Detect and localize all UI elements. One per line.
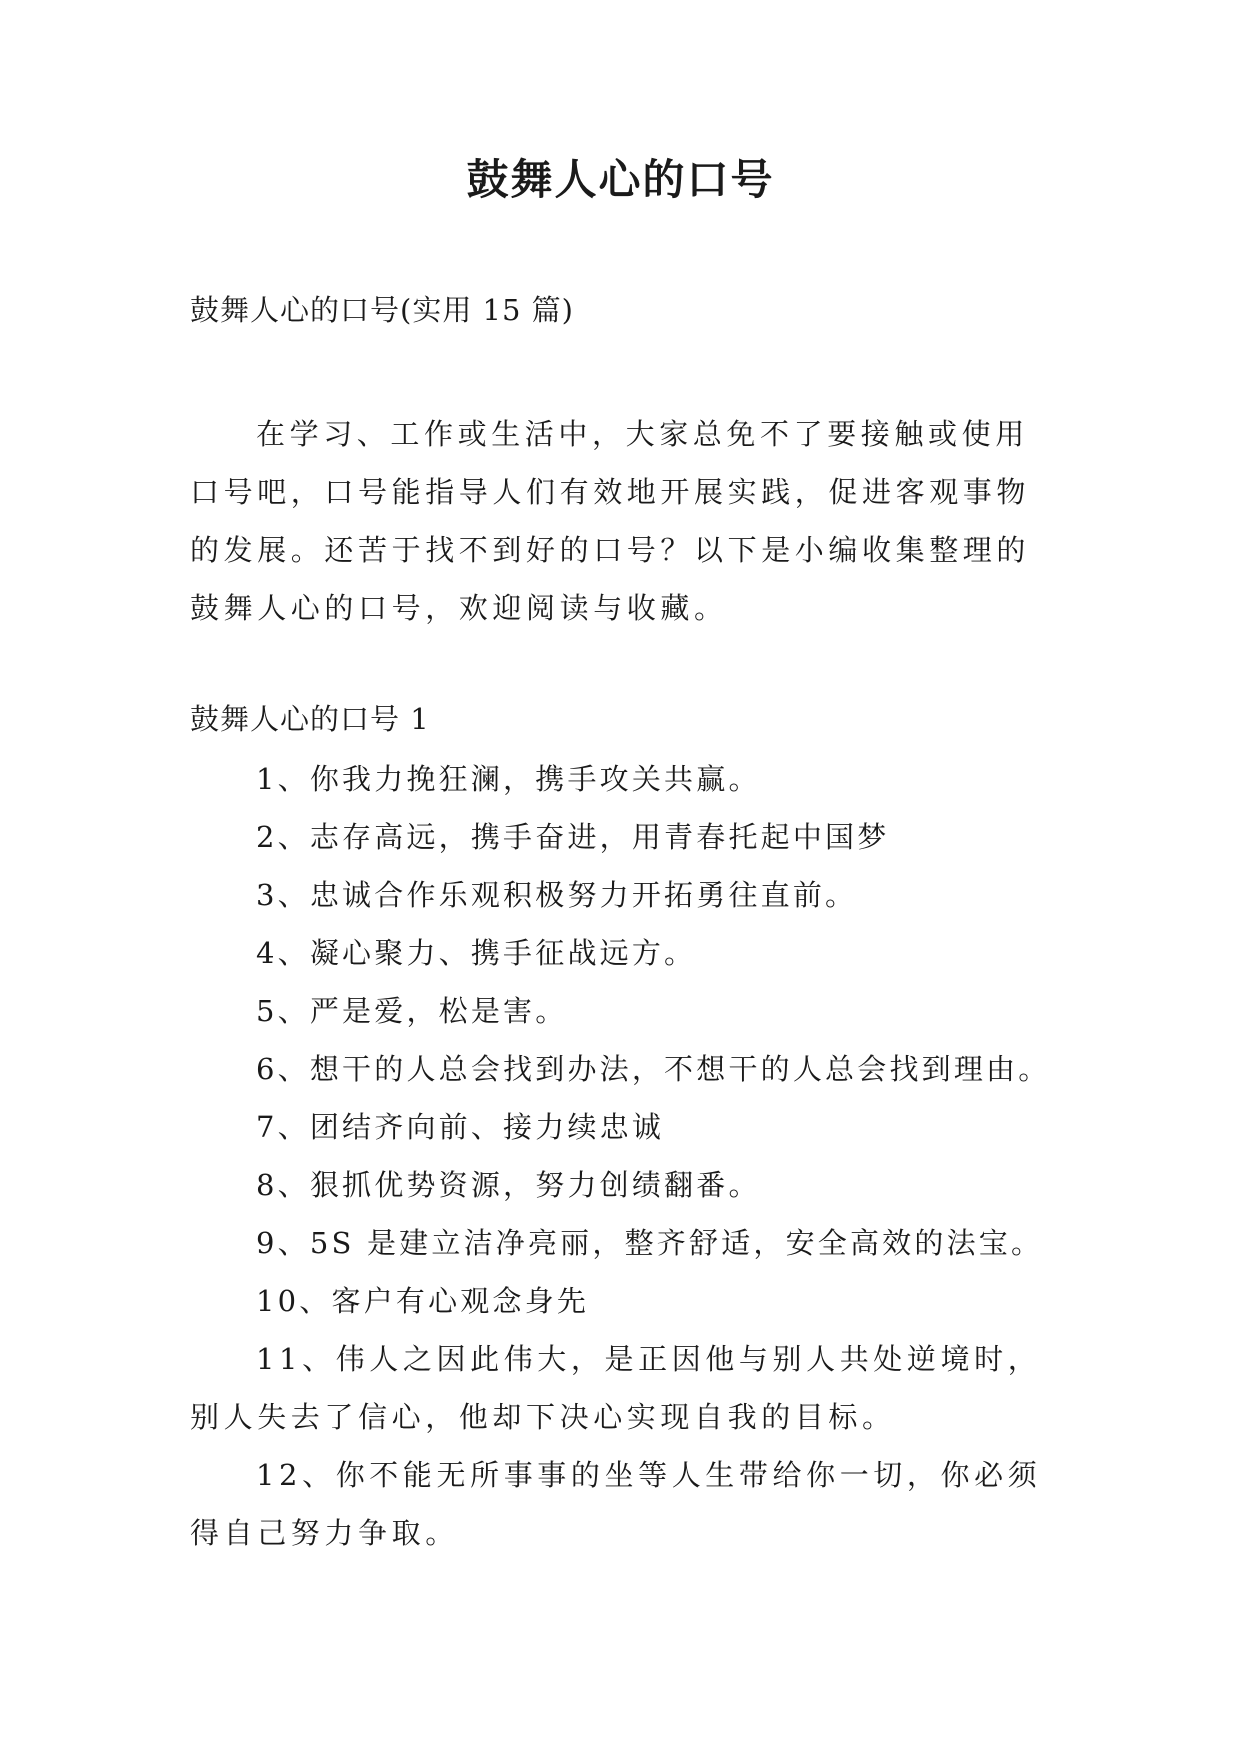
slogan-item: 4、凝心聚力、携手征战远方。 [256,936,697,970]
intro-paragraph: 在学习、工作或生活中，大家总免不了要接触或使用口号吧，口号能指导人们有效地开展实践，促进客观事物的发展。还苦于找不到好的口号？以下是小编收集整理的鼓舞人心的口号，欢迎阅读与收藏。 [190,417,1031,625]
slogan-item: 11、伟人之因此伟大，是正因他与别人共处逆境时，别人失去了信心，他却下决心实现自我的目标。 [190,1342,1042,1434]
slogan-item: 5、严是爱，松是害。 [256,994,568,1028]
section-heading: 鼓舞人心的口号 1 [190,702,430,736]
document-title: 鼓舞人心的口号 [466,155,775,204]
slogan-item: 9、5S 是建立洁净亮丽，整齐舒适，安全高效的法宝。 [256,1226,1044,1260]
slogan-item: 1、你我力挽狂澜，携手攻关共赢。 [256,762,761,796]
slogan-item: 8、狠抓优势资源，努力创绩翻番。 [256,1168,761,1202]
slogan-item: 10、客户有心观念身先 [256,1284,590,1318]
slogan-item: 7、团结齐向前、接力续忠诚 [256,1110,665,1144]
slogan-item: 3、忠诚合作乐观积极努力开拓勇往直前。 [256,878,858,912]
document-subtitle: 鼓舞人心的口号(实用 15 篇) [190,293,574,327]
slogan-list [190,750,1070,1562]
slogan-item: 2、志存高远，携手奋进，用青春托起中国梦 [256,820,890,854]
slogan-item: 6、想干的人总会找到办法，不想干的人总会找到理由。 [256,1052,1051,1086]
slogan-item: 12、你不能无所事事的坐等人生带给你一切，你必须得自己努力争取。 [190,1458,1042,1550]
